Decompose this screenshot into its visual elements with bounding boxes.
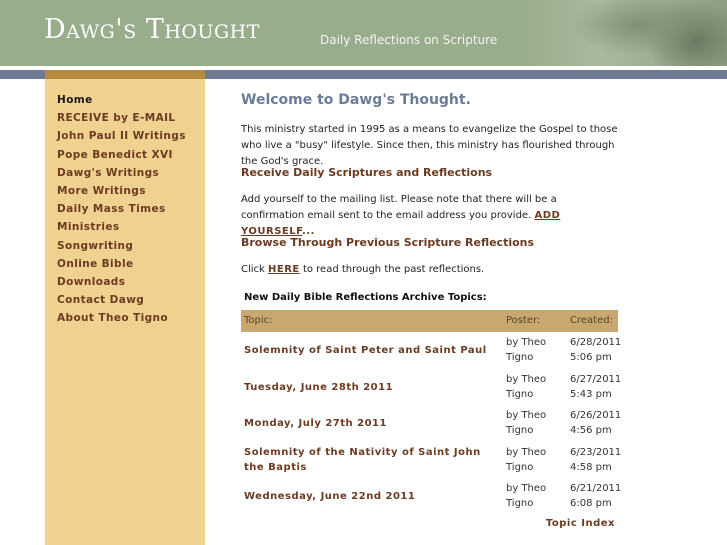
poster-cell: [506, 445, 566, 475]
sidebar: [45, 79, 205, 545]
created-date: 6/28/2011: [570, 337, 622, 348]
created-time: 4:58 pm: [570, 461, 612, 473]
created-cell: [570, 372, 630, 402]
topic-index-link[interactable]: Topic Index: [545, 518, 615, 529]
header-stripe: [0, 70, 727, 79]
created-cell: [570, 445, 630, 475]
nav-downloads[interactable]: Downloads: [57, 275, 126, 288]
receive-heading: Receive Daily Scriptures and Reflections: [241, 166, 493, 179]
archive-table: [241, 310, 622, 515]
nav-about-theo-tigno[interactable]: About Theo Tigno: [57, 312, 168, 325]
header-photo: [520, 0, 727, 66]
poster-name-line2: Tigno: [506, 388, 534, 400]
topic-link[interactable]: Solemnity of the Nativity of Saint John the Baptis: [244, 446, 481, 473]
poster-name-line2: Tigno: [506, 425, 534, 436]
poster-name-line2: Tigno: [506, 498, 534, 509]
sidebar-nav: [57, 91, 186, 327]
created-time: 4:56 pm: [570, 425, 612, 436]
add-yourself-ellipsis: ...: [301, 226, 315, 237]
created-date: 6/21/2011: [570, 483, 622, 494]
nav-home[interactable]: Home: [57, 94, 93, 106]
created-cell: [570, 335, 630, 365]
nav-online-bible[interactable]: Online Bible: [57, 257, 134, 270]
created-date: 6/26/2011: [570, 410, 622, 421]
table-row: [241, 369, 622, 406]
poster-name-line1: by Theo: [506, 337, 547, 348]
click-text: Click: [241, 264, 265, 275]
nav-ministries[interactable]: Ministries: [57, 221, 120, 234]
created-cell: [570, 408, 630, 438]
created-date: 6/27/2011: [570, 373, 622, 385]
archive-title: New Daily Bible Reflections Archive Topics:: [244, 292, 487, 303]
browse-heading: Browse Through Previous Scripture Reflections: [241, 236, 535, 249]
poster-cell: [506, 408, 566, 438]
col-poster-header: Poster:: [506, 315, 541, 326]
nav-john-paul-ii-writings[interactable]: John Paul II Writings: [57, 130, 186, 143]
created-time: 5:43 pm: [570, 388, 612, 400]
site-title[interactable]: Dawg's Thought: [44, 14, 260, 45]
site-tagline: Daily Reflections on Scripture: [320, 33, 498, 47]
browse-text: to read through the past reflections.: [302, 264, 485, 275]
col-topic-header: Topic:: [244, 315, 273, 326]
topic-link[interactable]: Wednesday, June 22nd 2011: [244, 491, 416, 502]
poster-cell: [506, 335, 566, 365]
sidebar-stripe-accent: [45, 70, 205, 79]
nav-daily-mass-times[interactable]: Daily Mass Times: [57, 203, 166, 216]
nav-dawgs-writings[interactable]: Dawg's Writings: [57, 166, 160, 179]
created-time: 6:08 pm: [570, 498, 612, 509]
browse-paragraph: [241, 262, 621, 278]
intro-text: This ministry started in 1995 as a means to evangelize the Gospel to those who live a "busy" lifestyle. Since then, this ministry has flourished through the God's grace.: [241, 124, 618, 167]
receive-paragraph: [241, 192, 621, 240]
created-date: 6/23/2011: [570, 446, 622, 458]
table-row: [241, 405, 622, 442]
poster-name-line1: by Theo: [506, 410, 547, 421]
created-time: 5:06 pm: [570, 352, 612, 363]
page-title: Welcome to Dawg's Thought.: [241, 92, 471, 108]
poster-name-line1: by Theo: [506, 446, 547, 458]
poster-name-line2: Tigno: [506, 461, 534, 473]
add-yourself-link[interactable]: ADD YOURSELF: [241, 210, 561, 237]
poster-name-line1: by Theo: [506, 483, 547, 494]
site-header: [0, 0, 727, 66]
table-row: [241, 478, 622, 515]
created-cell: [570, 481, 630, 511]
here-link[interactable]: HERE: [268, 264, 300, 275]
receive-text: Add yourself to the mailing list. Please note that there will be a confirmation email sent to the email address you provide.: [241, 194, 557, 221]
archive-table-header: [241, 310, 618, 332]
topic-link[interactable]: Solemnity of Saint Peter and Saint Paul: [244, 345, 487, 356]
poster-name-line2: Tigno: [506, 352, 534, 363]
topic-link[interactable]: Tuesday, June 28th 2011: [244, 381, 394, 393]
table-row: [241, 442, 622, 479]
topic-link[interactable]: Monday, July 27th 2011: [244, 418, 387, 429]
poster-cell: [506, 481, 566, 511]
poster-name-line1: by Theo: [506, 373, 547, 385]
nav-contact-dawg[interactable]: Contact Dawg: [57, 294, 145, 307]
nav-songwriting[interactable]: Songwriting: [57, 239, 134, 252]
nav-pope-benedict-xvi[interactable]: Pope Benedict XVI: [57, 148, 173, 161]
col-created-header: Created:: [570, 315, 613, 326]
poster-cell: [506, 372, 566, 402]
nav-receive-by-email[interactable]: RECEIVE by E-MAIL: [57, 112, 176, 125]
table-row: [241, 332, 622, 369]
nav-more-writings[interactable]: More Writings: [57, 184, 146, 197]
